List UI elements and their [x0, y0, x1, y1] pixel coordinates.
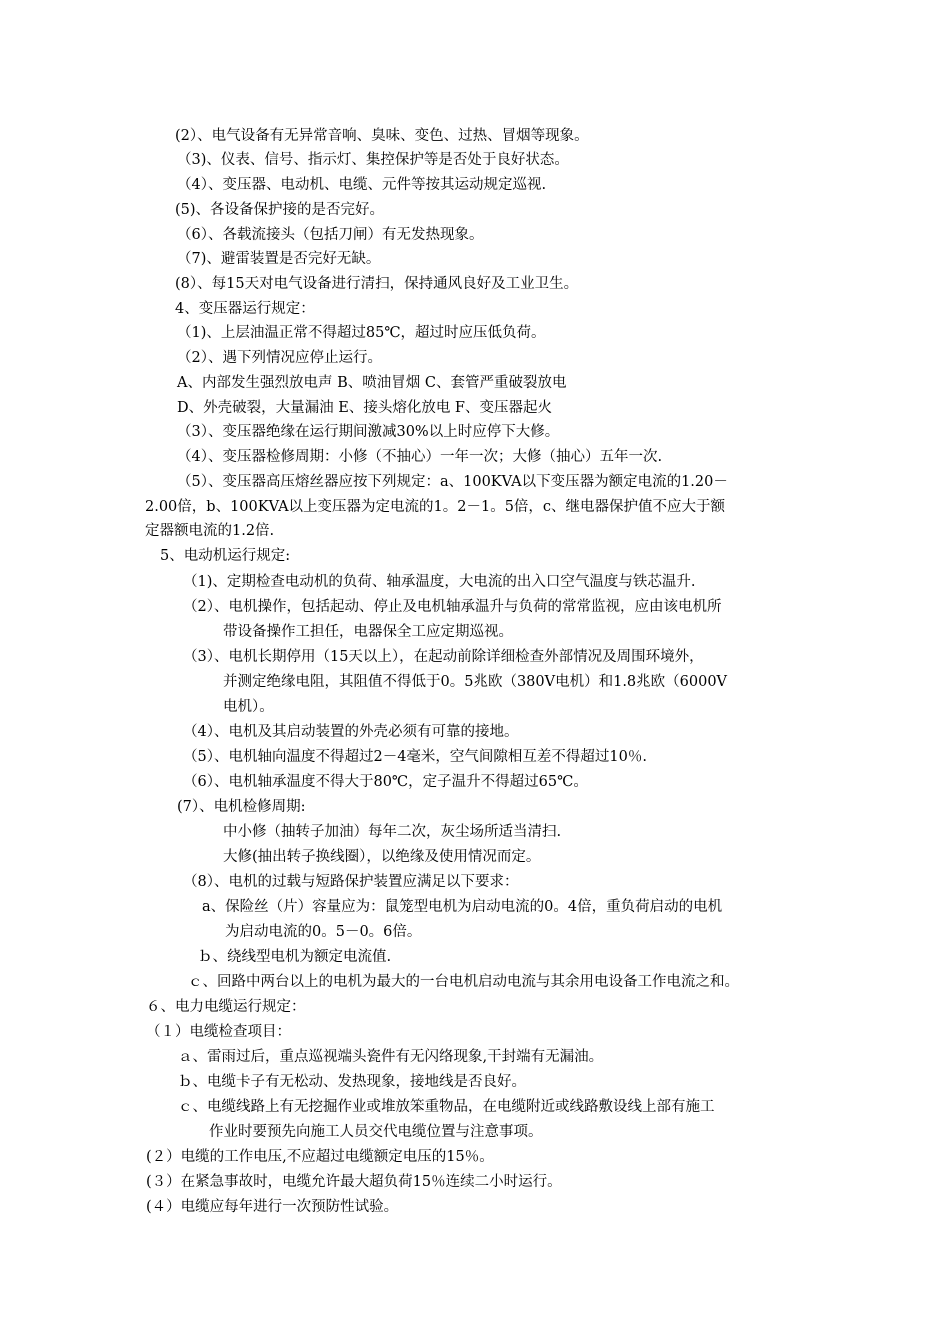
text-line: 为启动电流的0。5－0。6倍。: [225, 924, 422, 940]
text-line: （4）、变压器、电动机、电缆、元件等按其运动规定巡视.: [177, 177, 547, 193]
text-line: 大修(抽出转子换线圈），以绝缘及使用情况而定。: [223, 849, 541, 865]
text-line: 电机）。: [223, 699, 274, 715]
text-line: ａ、雷雨过后，重点巡视端头瓷件有无闪络现象,干封端有无漏油。: [178, 1049, 604, 1065]
text-line: （5）、电机轴向温度不得超过2－4毫米，空气间隙相互差不得超过10％.: [183, 749, 647, 765]
text-line: 作业时要预先向施工人员交代电缆位置与注意事项。: [209, 1124, 543, 1140]
text-line: （6）、电机轴承温度不得大于80℃，定子温升不得超过65℃。: [183, 774, 588, 790]
section-heading: 5、电动机运行规定:: [160, 548, 291, 564]
text-line: (2）、电气设备有无异常音响、臭味、变色、过热、冒烟等现象。: [175, 128, 589, 144]
text-line: (２）电缆的工作电压,不应超过电缆额定电压的15％。: [146, 1149, 494, 1165]
text-line: 并测定绝缘电阻，其阻值不得低于0。5兆欧（380V电机）和1.8兆欧（6000V: [223, 674, 728, 690]
text-line: 中小修（抽转子加油）每年二次，灰尘场所适当清扫.: [223, 824, 562, 840]
text-line: (8）、每15天对电气设备进行清扫，保持通风良好及工业卫生。: [175, 276, 579, 292]
text-line: （3)、仪表、信号、指示灯、集控保护等是否处于良好状态。: [177, 152, 569, 168]
text-line: （4）、变压器检修周期：小修（不抽心）一年一次；大修（抽心）五年一次.: [177, 449, 663, 465]
text-line: (３）在紧急事故时，电缆允许最大超负荷15％连续二小时运行。: [146, 1174, 562, 1190]
text-line: ｂ、绕线型电机为额定电流值.: [198, 949, 392, 965]
text-line: 带设备操作工担任，电器保全工应定期巡视。: [223, 624, 513, 640]
section-heading: 4、变压器运行规定：: [175, 301, 315, 317]
text-line: ｃ、回路中两台以上的电机为最大的一台电机启动电流与其余用电设备工作电流之和。: [188, 974, 739, 990]
text-line: ｂ、电缆卡子有无松动、发热现象，接地线是否良好。: [178, 1074, 526, 1090]
text-line: （2）、遇下列情况应停止运行。: [177, 350, 382, 366]
section-heading: ６、电力电缆运行规定：: [146, 999, 306, 1015]
text-line: （7)、避雷装置是否完好无缺。: [177, 251, 381, 267]
text-line: （2）、电机操作，包括起动、停止及电机轴承温升与负荷的常常监视，应由该电机所: [183, 599, 722, 615]
text-line: a、保险丝（片）容量应为：鼠笼型电机为启动电流的0。4倍，重负荷启动的电机: [202, 899, 723, 915]
text-line: （4）、电机及其启动装置的外壳必须有可靠的接地。: [183, 724, 519, 740]
text-line: （3）、变压器绝缘在运行期间激减30%以上时应停下大修。: [177, 424, 560, 440]
text-line: （１）电缆检查项目：: [146, 1024, 291, 1040]
text-line: 定器额电流的1.2倍.: [145, 523, 275, 539]
text-line: （8）、电机的过载与短路保护装置应满足以下要求：: [183, 874, 519, 890]
text-line: （6）、各载流接头（包括刀闸）有无发热现象。: [177, 227, 484, 243]
text-line: (7）、电机检修周期:: [177, 799, 306, 815]
text-line: (４）电缆应每年进行一次预防性试验。: [146, 1199, 399, 1215]
text-line: (5)、各设备保护接的是否完好。: [175, 202, 385, 218]
text-line: A、内部发生强烈放电声 B、喷油冒烟 C、套管严重破裂放电: [177, 375, 567, 391]
text-line: D、外壳破裂，大量漏油 E、接头熔化放电 F、变压器起火: [177, 400, 552, 416]
text-line: 2.00倍，b、100KVA以上变压器为定电流的1。2－1。5倍，c、继电器保护值不应大于额: [145, 499, 726, 515]
text-line: （1)、定期检查电动机的负荷、轴承温度，大电流的出入口空气温度与铁芯温升.: [183, 574, 696, 590]
text-line: （3）、电机长期停用（15天以上），在起动前除详细检查外部情况及周围环境外，: [183, 649, 704, 665]
text-line: （5）、变压器高压熔丝器应按下列规定：a、100KVA以下变压器为额定电流的1.20－: [177, 474, 728, 490]
text-line: ｃ、电缆线路上有无挖掘作业或堆放笨重物品，在电缆附近或线路敷设线上部有施工: [178, 1099, 715, 1115]
text-line: （1)、上层油温正常不得超过85℃，超过时应压低负荷。: [177, 325, 546, 341]
